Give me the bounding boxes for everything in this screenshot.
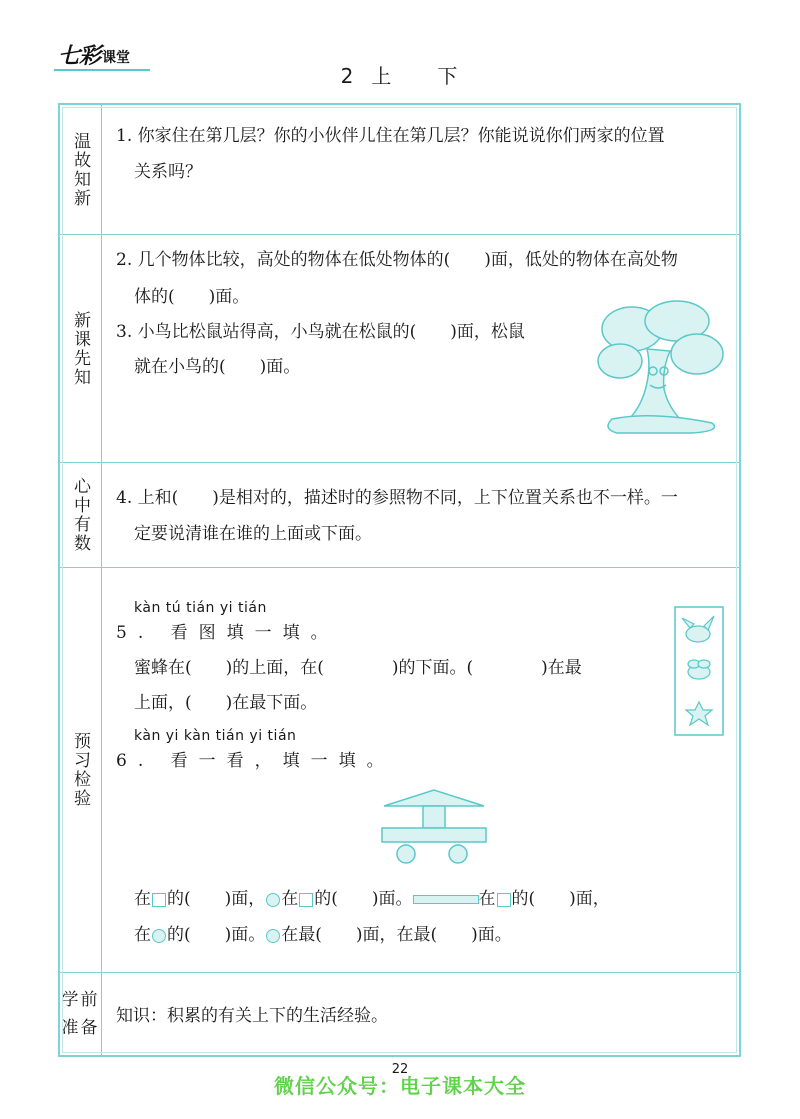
section-label: 新课先知 — [60, 235, 102, 462]
q2-line1: 2. 几个物体比较，高处的物体在低处物体的( )面，低处的物体在高处物 — [116, 250, 678, 270]
square-shape-icon — [152, 893, 166, 907]
title-word-2: 下 — [437, 64, 460, 88]
worksheet-frame — [58, 103, 741, 1057]
q6-pinyin: kàn yi kàn tián yi tián — [134, 728, 297, 744]
q1-line1: 1. 你家住在第几层？你的小伙伴儿住在第几层？你能说说你们两家的位置 — [116, 126, 665, 146]
circle-shape-icon — [266, 929, 280, 943]
q6-line1: 在 的( )面， 在 的( )面。 在 的( )面， — [134, 888, 610, 910]
q5-line1: 蜜蜂在( )的上面，在( )的下面。( )在最 — [134, 658, 582, 678]
page-title — [0, 60, 800, 89]
title-word-1: 上 — [371, 64, 394, 88]
q4-line1: 4. 上和( )是相对的，描述时的参照物不同，上下位置关系也不一样。一 — [116, 488, 678, 508]
bird-bee-flower-illustration — [674, 606, 724, 736]
brand-small: 课堂 — [102, 50, 131, 66]
section-keep-in-mind — [60, 463, 739, 568]
q3-line1: 3. 小鸟比松鼠站得高，小鸟就在松鼠的( )面，松鼠 — [116, 322, 525, 342]
section-check — [60, 568, 739, 973]
q1-line2: 关系吗？ — [134, 162, 202, 182]
section-label: 心中有数 — [60, 463, 102, 567]
circle-shape-icon — [152, 929, 166, 943]
q5-title: 5. 看图填一填。 — [116, 623, 339, 643]
car-shapes-figure — [378, 788, 490, 868]
lesson-number: 2 — [340, 64, 356, 88]
q6-line2: 在 的( )面。 在最( )面，在最( )面。 — [134, 924, 512, 946]
q6-title: 6. 看一看，填一填。 — [116, 751, 395, 771]
section-preview-knowledge — [60, 235, 739, 463]
q4-line2: 定要说清谁在谁的上面或下面。 — [134, 524, 372, 544]
tree-illustration — [592, 299, 727, 439]
q2-line2: 体的( )面。 — [134, 287, 250, 307]
brand-big: 七彩 — [58, 44, 101, 69]
square-shape-icon — [497, 893, 511, 907]
section-label: 学前准备 — [60, 973, 102, 1055]
prep-text: 知识：积累的有关上下的生活经验。 — [116, 1006, 388, 1026]
watermark: 微信公众号：电子课本大全 — [274, 1074, 526, 1098]
square-shape-icon — [299, 893, 313, 907]
page-number: 22 — [391, 1062, 409, 1077]
q5-line2: 上面，( )在最下面。 — [134, 693, 318, 713]
section-label: 预习检验 — [60, 568, 102, 972]
rectangle-bar-icon — [413, 895, 479, 904]
section-review — [60, 105, 739, 235]
section-prep — [60, 973, 739, 1055]
circle-shape-icon — [266, 893, 280, 907]
q3-line2: 就在小鸟的( )面。 — [134, 357, 301, 377]
q5-pinyin: kàn tú tián yi tián — [134, 600, 267, 616]
section-label: 温故知新 — [60, 105, 102, 234]
